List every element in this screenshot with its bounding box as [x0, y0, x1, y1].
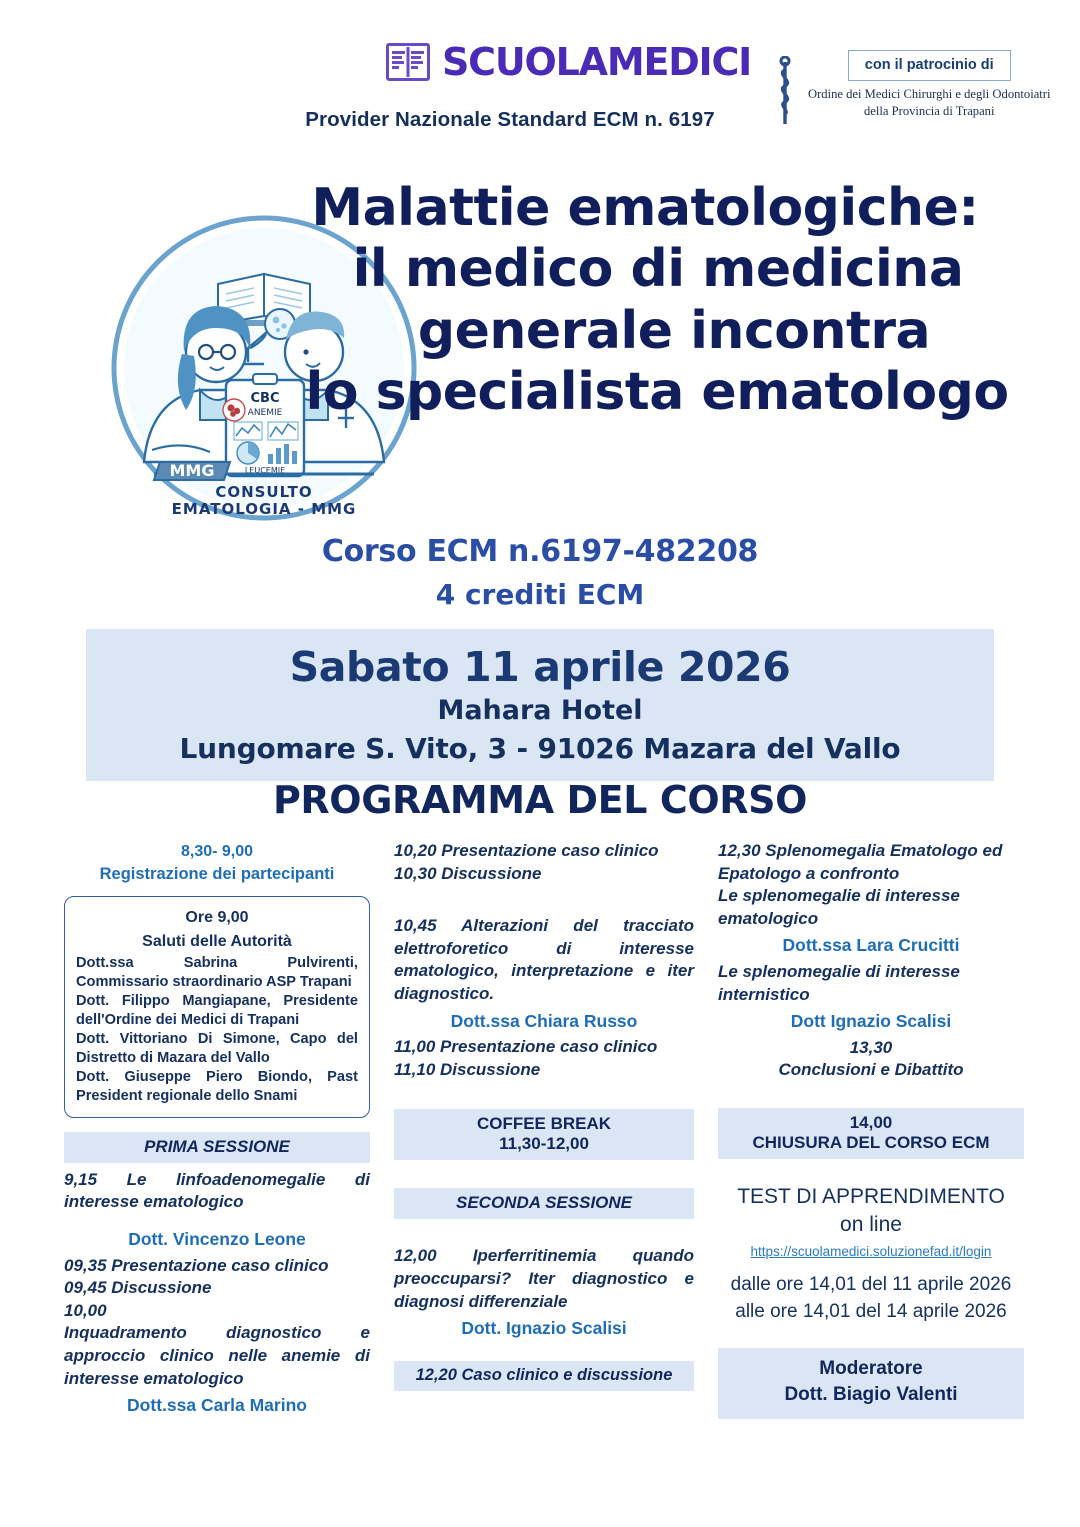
title-line-4: lo specialista ematologo [305, 362, 1009, 423]
test-title: TEST DI APPRENDIMENTO [737, 1184, 1005, 1208]
item-presentazione-0935: 09,35 Presentazione caso clinico [64, 1255, 329, 1275]
session-bar-prima: PRIMA SESSIONE [64, 1132, 370, 1163]
caduceus-icon [772, 56, 798, 128]
item-discussione-0945: 09,45 Discussione [64, 1278, 212, 1298]
authorities-box [64, 896, 370, 1118]
speaker-lara-crucitti: Dott.ssa Lara Crucitti [782, 935, 960, 956]
course-info [0, 534, 1080, 611]
authority-person: Dott. Vittoriano Di Simone, Capo del Distretto di Mazara del Vallo [76, 1030, 358, 1066]
closing-bar [718, 1108, 1024, 1159]
svg-text:EMATOLOGIA - MMG: EMATOLOGIA - MMG [171, 500, 357, 518]
page-header [0, 0, 1080, 150]
registration-time: 8,30- 9,00 [180, 843, 254, 860]
course-code: Corso ECM n.6197-482208 [321, 534, 759, 569]
speaker-carla-marino: Dott.ssa Carla Marino [127, 1395, 307, 1416]
item-time-1000: 10,00 [64, 1300, 107, 1320]
registration-block [64, 840, 370, 887]
test-dates [718, 1271, 1024, 1326]
test-block [718, 1183, 1024, 1240]
speaker-chiara-russo: Dott.ssa Chiara Russo [450, 1010, 638, 1031]
authority-person: Dott. Giuseppe Piero Biondo, Past President regionale dello Snami [76, 1068, 358, 1104]
open-book-icon [386, 43, 430, 81]
svg-text:CBC: CBC [250, 391, 280, 406]
moderator-bar [718, 1348, 1024, 1419]
provider-text: Provider Nazionale Standard ECM n. 6197 [305, 108, 715, 131]
test-date-to: alle ore 14,01 del 14 aprile 2026 [735, 1301, 1007, 1323]
program-heading: PROGRAMMA DEL CORSO [272, 778, 807, 822]
moderator-name: Dott. Biagio Valenti [784, 1384, 958, 1406]
program-column-3 [718, 840, 1024, 1421]
closing-time: 14,00 [849, 1112, 893, 1132]
item-presentazione-1100: 11,00 Presentazione caso clinico [394, 1037, 658, 1057]
topic-splenomegalie-ematologico: Le splenomegalie di interesse ematologico [718, 886, 960, 928]
patrocinio-line-2: della Provincia di Trapani [864, 103, 995, 118]
case-discussion-bar: 12,20 Caso clinico e discussione [394, 1361, 694, 1391]
brand-name: SCUOLAMEDICI [442, 40, 752, 84]
authority-person: Dott.ssa Sabrina Pulvirenti, Commissario straordinario ASP Trapani [76, 955, 358, 991]
svg-text:CONSULTO: CONSULTO [215, 483, 313, 501]
course-credits: 4 crediti ECM [435, 578, 645, 611]
session-bar-seconda: SECONDA SESSIONE [394, 1188, 694, 1219]
title-line-2: il medico di medicina [352, 239, 964, 300]
event-date: Sabato 11 aprile 2026 [289, 643, 791, 691]
program-column-1 [64, 840, 370, 1421]
item-discussione-1110: 11,10 Discussione [394, 1059, 541, 1079]
coffee-break-time: 11,30-12,00 [499, 1134, 589, 1154]
svg-text:ANEMIE: ANEMIE [247, 408, 283, 418]
time-1330: 13,30 [849, 1037, 893, 1057]
svg-text:LEUCEMIE: LEUCEMIE [244, 466, 286, 475]
moderator-label: Moderatore [819, 1357, 923, 1379]
item-discussione-1030: 10,30 Discussione [394, 863, 542, 883]
test-url-link[interactable]: https://scuolamedici.soluzionefad.it/login [750, 1243, 992, 1259]
test-date-from: dalle ore 14,01 del 11 aprile 2026 [730, 1273, 1012, 1295]
program-columns [64, 840, 1032, 1421]
svg-text:MMG: MMG [169, 461, 215, 480]
coffee-break-title: COFFEE BREAK [476, 1114, 612, 1134]
topic-anemie: Inquadramento diagnostico e approccio clinico nelle anemie di interesse ematologico [64, 1323, 370, 1388]
coffee-break-bar [394, 1109, 694, 1160]
test-mode: on line [840, 1213, 902, 1237]
brand-logo [386, 40, 751, 84]
topic-splenomegalia: 12,30 Splenomegalia Ematologo ed Epatologo a confronto [718, 841, 1003, 883]
event-details-banner [86, 629, 994, 781]
title-line-3: generale incontra [417, 300, 931, 361]
topic-iperferritinemia: 12,00 Iperferritinemia quando preoccuparsi? Iter diagnostico e diagnosi differenziale [394, 1246, 694, 1311]
authorities-time: Ore 9,00 [185, 909, 249, 927]
conclusioni-dibattito: Conclusioni e Dibattito [778, 1060, 964, 1080]
patrocinio-label: con il patrocinio di [848, 50, 1011, 81]
program-column-2 [394, 840, 694, 1421]
topic-linfoadenomegalie: 9,15 Le linfoadenomegalie di interesse ematologico [64, 1169, 370, 1212]
closing-label: CHIUSURA DEL CORSO ECM [752, 1132, 990, 1152]
topic-splenomegalie-internistico: Le splenomegalie di interesse internistico [718, 961, 960, 1004]
title-line-1: Malattie ematologiche: [311, 178, 979, 238]
item-presentazione-1020: 10,20 Presentazione caso clinico [394, 841, 659, 860]
topic-elettroforesi: 10,45 Alterazioni del tracciato elettroforetico di interesse ematologico, interpretazione e iter diagnostico. [394, 916, 694, 1004]
speaker-vincenzo-leone: Dott. Vincenzo Leone [128, 1229, 306, 1250]
registration-label: Registrazione dei partecipanti [99, 865, 335, 884]
patrocinio-line-1: Ordine dei Medici Chirurghi e degli Odontoiatri [808, 87, 1051, 101]
event-venue: Mahara Hotel [437, 695, 643, 726]
authority-person: Dott. Filippo Mangiapane, Presidente dell'Ordine dei Medici di Trapani [76, 993, 358, 1029]
speaker-ignazio-scalisi: Dott. Ignazio Scalisi [461, 1318, 627, 1339]
event-address: Lungomare S. Vito, 3 - 91026 Mazara del Vallo [179, 732, 901, 765]
poster-title [247, 178, 1040, 423]
authorities-title: Saluti delle Autorità [142, 933, 292, 951]
patrocinio-block [772, 50, 1051, 128]
speaker-ignazio-scalisi-2: Dott Ignazio Scalisi [790, 1011, 952, 1032]
